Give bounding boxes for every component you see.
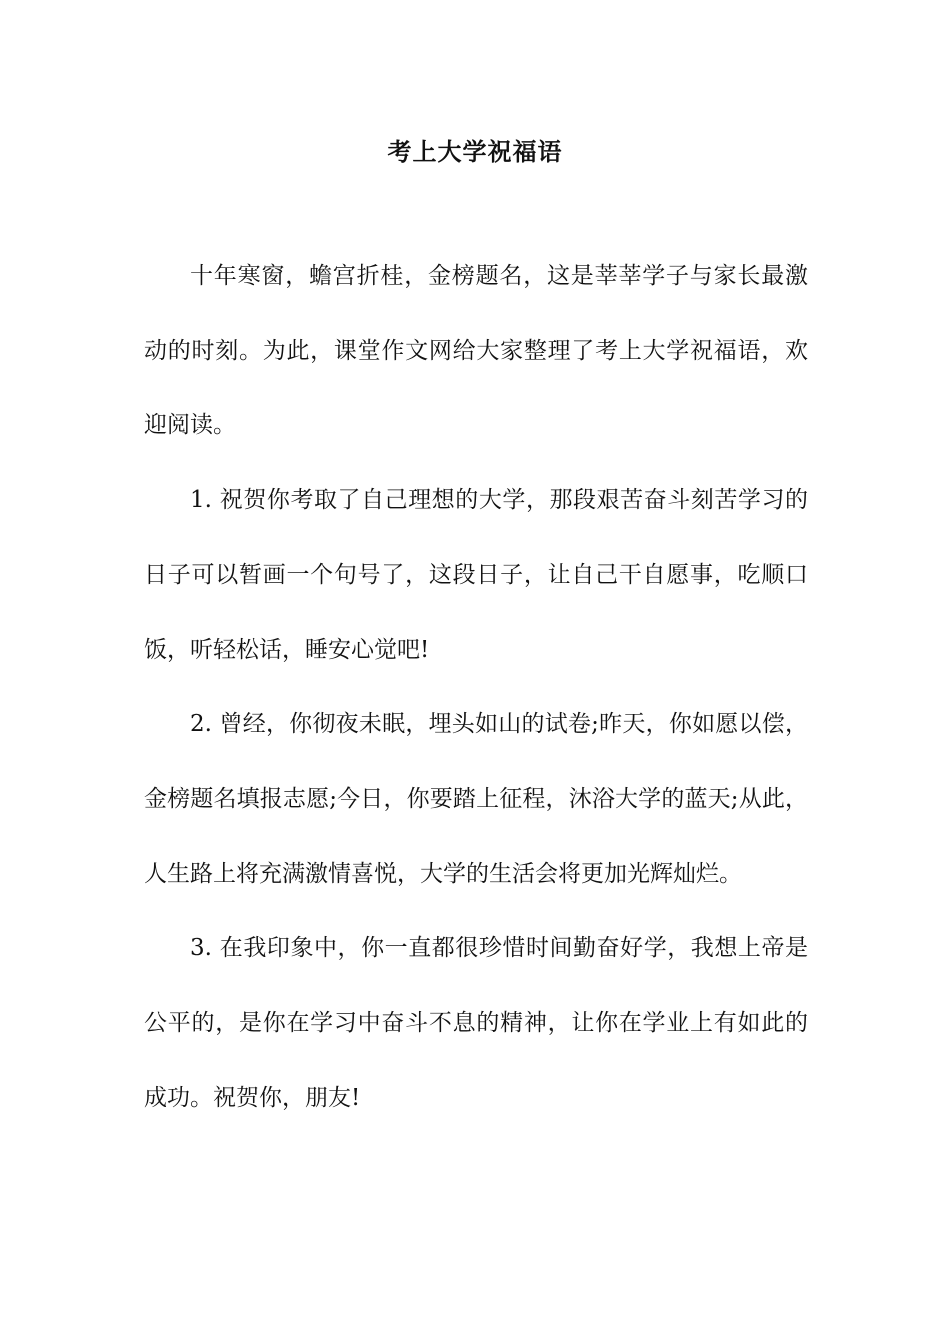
paragraph-intro: 十年寒窗，蟾宫折桂，金榜题名，这是莘莘学子与家长最激动的时刻。为此，课堂作文网给大家整理了考上大学祝福语，欢迎阅读。 bbox=[144, 263, 808, 439]
paragraph-wish-1: 1. 祝贺你考取了自己理想的大学，那段艰苦奋斗刻苦学习的日子可以暂画一个句号了，这段日子，让自己干自愿事，吃顺口饭，听轻松话，睡安心觉吧! bbox=[144, 487, 808, 663]
paragraph-wish-3: 3. 在我印象中，你一直都很珍惜时间勤奋好学，我想上帝是公平的，是你在学习中奋斗不息的精神，让你在学业上有如此的成功。祝贺你，朋友! bbox=[144, 935, 808, 1111]
document-body bbox=[144, 239, 808, 1135]
page-title: 考上大学祝福语 bbox=[387, 138, 563, 166]
paragraph-wish-2: 2. 曾经，你彻夜未眠，埋头如山的试卷;昨天，你如愿以偿，金榜题名填报志愿;今日，你要踏上征程，沐浴大学的蓝天;从此，人生路上将充满激情喜悦，大学的生活会将更加光辉灿烂。 bbox=[144, 711, 808, 887]
